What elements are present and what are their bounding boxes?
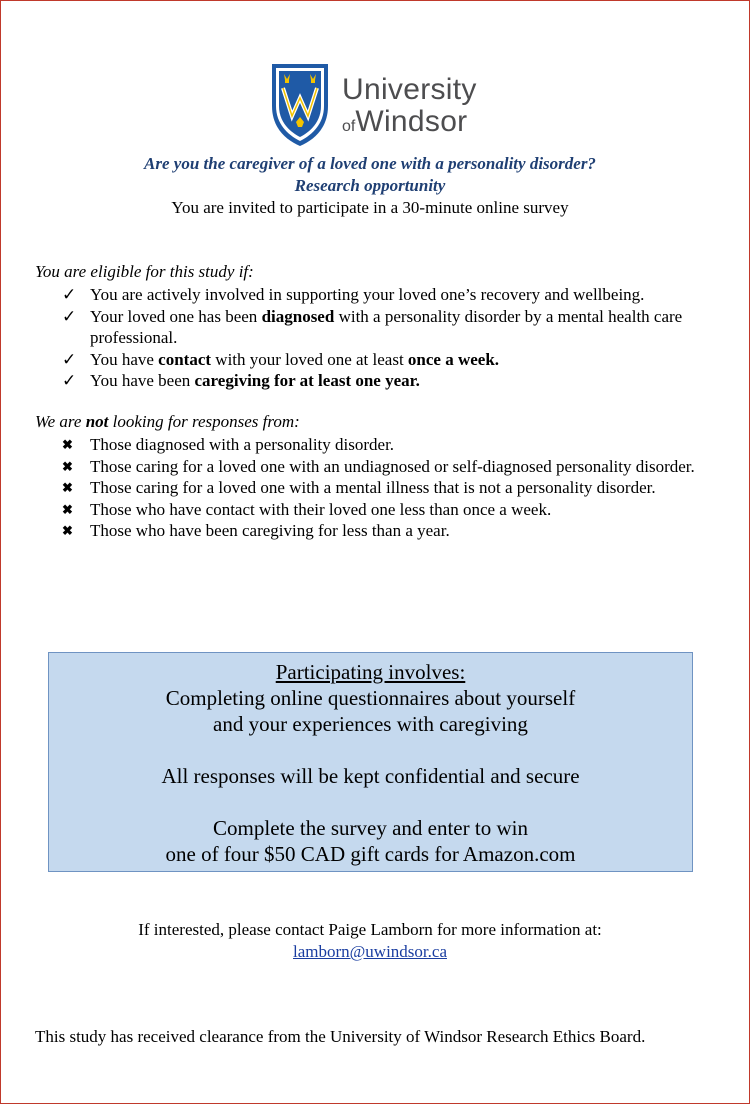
heading-bold: not	[85, 412, 109, 431]
x-icon: ✖	[62, 458, 73, 474]
exclusion-text: Those diagnosed with a personality disorder.	[90, 435, 395, 454]
contact-block	[0, 919, 740, 963]
exclusion-text: Those who have contact with their loved one less than once a week.	[90, 499, 552, 519]
logo-windsor: Windsor	[355, 105, 468, 138]
eligible-item-text: You are actively involved in supporting your loved one’s recovery and wellbeing.	[90, 285, 645, 304]
heading-text: looking for responses from:	[108, 412, 300, 431]
x-icon: ✖	[62, 523, 73, 538]
list-item	[62, 349, 712, 371]
eligible-item-text: You have been	[90, 371, 195, 390]
list-item	[62, 284, 712, 306]
eligible-item-text: You have	[90, 349, 159, 369]
eligible-item-text: with a personality disorder by a mental health care professional.	[90, 306, 683, 347]
check-icon: ✓	[62, 285, 77, 304]
x-icon: ✖	[62, 480, 73, 495]
heading-text: We are	[35, 412, 86, 431]
check-icon: ✓	[62, 371, 77, 390]
check-icon: ✓	[62, 306, 77, 326]
email-link[interactable]: lamborn@uwindsor.ca	[293, 942, 447, 961]
eligible-heading: You are eligible for this study if:	[35, 262, 254, 281]
logo-line-windsor	[342, 106, 477, 143]
x-icon: ✖	[62, 437, 73, 452]
shield-icon	[270, 62, 330, 148]
eligible-list	[62, 284, 712, 392]
not-looking-list	[62, 434, 712, 542]
box-line: and your experiences with caregiving	[213, 712, 528, 736]
invite-text: You are invited to participate in a 30-minute online survey	[171, 198, 569, 217]
logo-wordmark	[342, 74, 477, 143]
logo-of: of	[342, 118, 356, 135]
eligible-item-bold: diagnosed	[261, 306, 335, 326]
check-icon: ✓	[62, 349, 77, 369]
box-line: one of four $50 CAD gift cards for Amazon.com	[165, 842, 576, 866]
ethics-footer: This study has received clearance from the University of Windsor Research Ethics Board.	[35, 1027, 646, 1046]
list-item	[62, 306, 712, 349]
not-looking-heading	[35, 412, 300, 432]
eligible-item-bold: caregiving for at least one year.	[194, 371, 420, 390]
logo-line-university: University	[342, 73, 477, 106]
list-item	[62, 456, 712, 478]
list-item	[62, 499, 712, 521]
list-item	[62, 477, 712, 499]
list-item	[62, 520, 712, 542]
box-line: Completing online questionnaires about yourself	[165, 686, 576, 710]
exclusion-text: Those caring for a loved one with a mental illness that is not a personality disorder.	[90, 478, 656, 497]
eligible-item-bold: once a week.	[407, 349, 500, 369]
headline-question: Are you the caregiver of a loved one with a personality disorder?	[144, 154, 596, 173]
participation-box	[48, 652, 693, 872]
exclusion-text: Those caring for a loved one with an undiagnosed or self-diagnosed personality disorder.	[90, 456, 695, 476]
contact-text: If interested, please contact Paige Lamborn for more information at:	[138, 920, 602, 939]
box-line: Complete the survey and enter to win	[213, 816, 528, 840]
exclusion-text: Those who have been caregiving for less than a year.	[90, 521, 450, 540]
headline-subtitle: Research opportunity	[294, 176, 446, 195]
list-item	[62, 434, 712, 456]
eligible-item-text: with your loved one at least	[211, 349, 408, 369]
eligible-item-bold: contact	[158, 349, 212, 369]
box-title: Participating involves:	[275, 660, 466, 684]
eligible-item-text: Your loved one has been	[90, 306, 262, 326]
box-line: All responses will be kept confidential and secure	[161, 764, 580, 788]
university-logo	[270, 62, 475, 150]
x-icon: ✖	[62, 501, 73, 517]
list-item	[62, 370, 712, 392]
